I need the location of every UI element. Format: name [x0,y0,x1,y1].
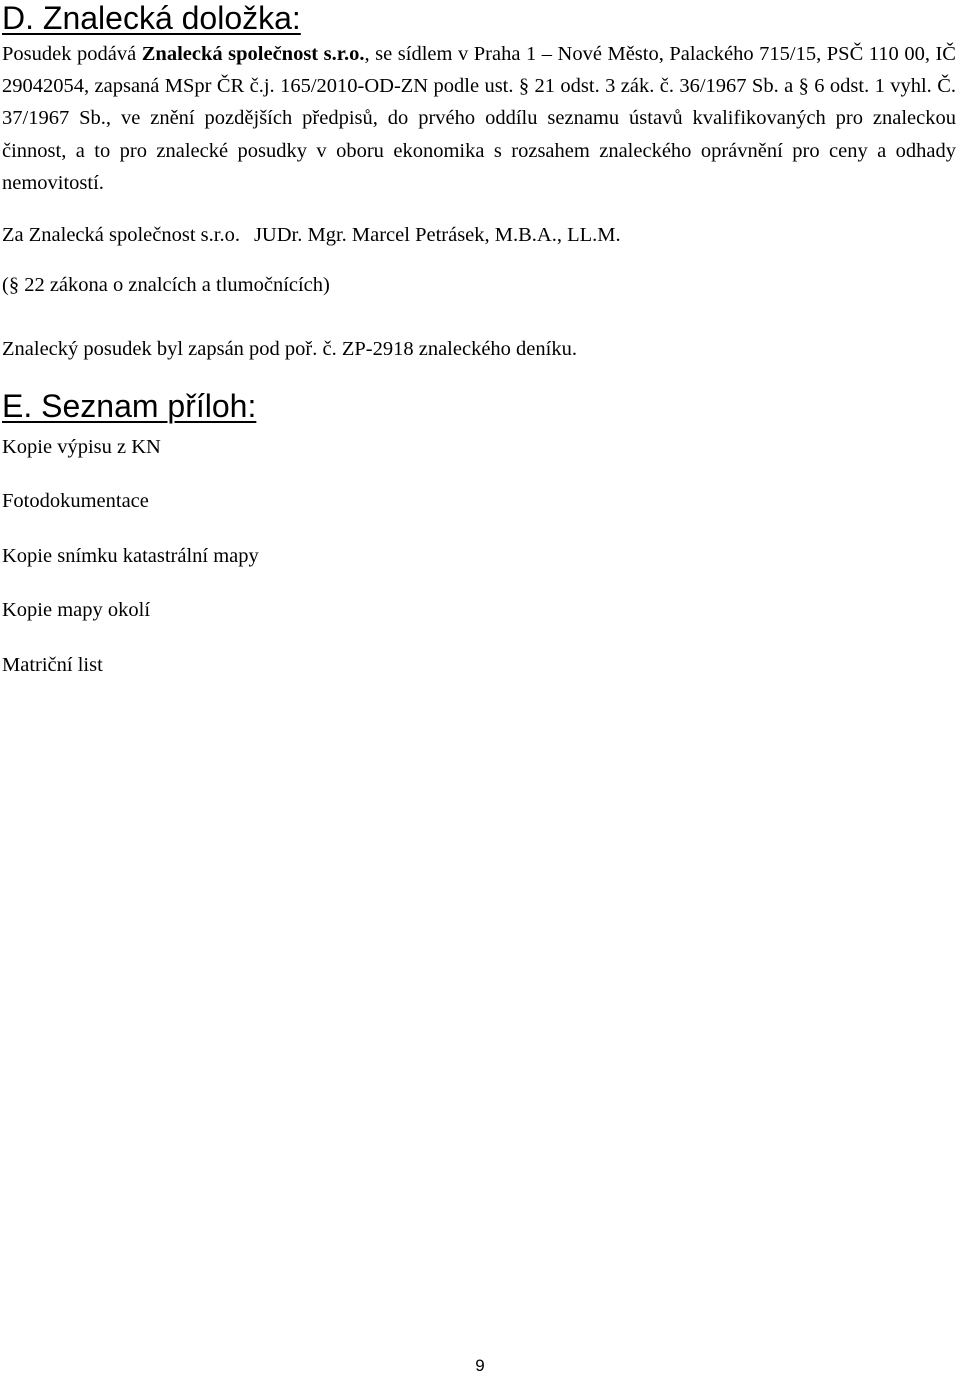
section-e-heading: E. Seznam příloh: [2,388,257,424]
attachment-item: Fotodokumentace [2,490,149,512]
expert-clause-paragraph [2,38,956,199]
law-reference: (§ 22 zákona o znalcích a tlumočnících) [2,274,330,296]
section-d-heading: D. Znalecká doložka: [2,0,301,36]
signatory-name: JUDr. Mgr. Marcel Petrásek, M.B.A., LL.M. [253,224,621,246]
company-name: Znalecká společnost s.r.o. [141,43,365,65]
page-number: 9 [475,1356,485,1375]
signature-prefix: Za Znalecká společnost s.r.o. [2,224,240,246]
attachment-item: Kopie mapy okolí [2,599,151,621]
attachment-item: Kopie výpisu z KN [2,436,161,458]
attachment-item: Matriční list [2,654,103,676]
attachment-item: Kopie snímku katastrální mapy [2,545,259,567]
registry-note: Znalecký posudek byl zapsán pod poř. č. ZP-2918 znaleckého deníku. [2,338,577,360]
intro-prefix: Posudek podává [2,43,142,65]
signature-line [2,222,621,248]
intro-rest: , se sídlem v Praha 1 – Nové Město, Palackého 715/15, PSČ 110 00, IČ 29042054, zapsaná MSpr ČR č.j. 165/2010-OD-ZN podle ust. § 21 odst. 3 zák. č. 36/1967 Sb. a § 6 odst. 1 vyhl. Č. 37/1967 Sb., ve znění pozdějších předpisů, do prvého oddílu seznamu ústavů kvalifikovaných pro znaleckou činnost, a to pro znalecké posudky v oboru ekonomika s rozsahem znaleckého oprávnění pro ceny a odhady nemovitostí. [2,43,956,194]
